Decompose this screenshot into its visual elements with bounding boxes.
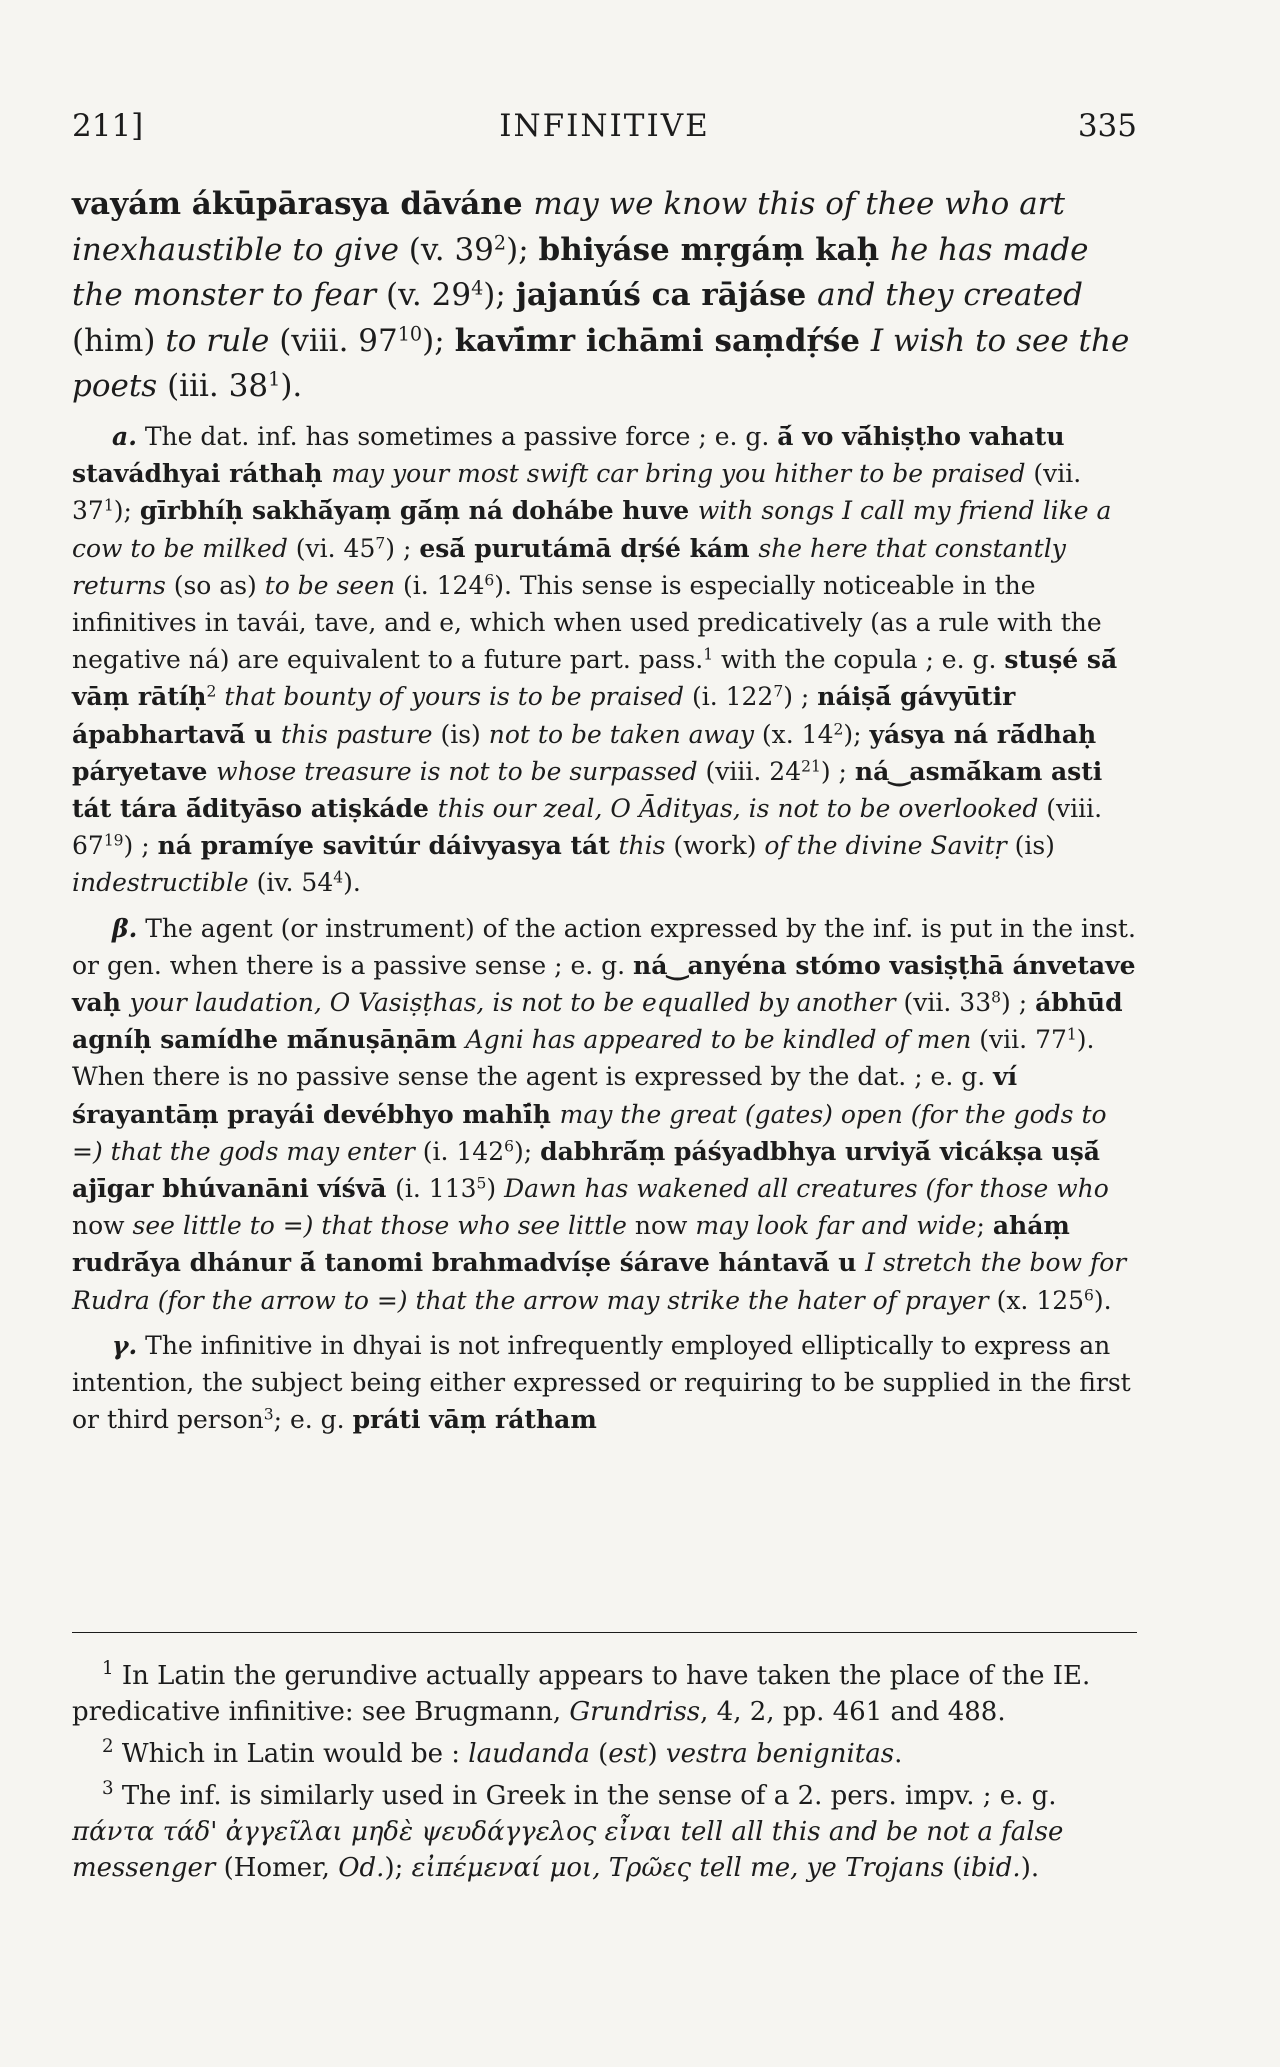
translation: I wish to see the poets <box>72 322 1130 405</box>
text-run: In Latin the gerundive actually appears to have taken the place of the IE. predicative infinitive: see Brugmann, <box>72 1661 1091 1727</box>
translation: to rule <box>165 322 270 359</box>
translation: πάντα τάδ' ἀγγεῖλαι μηδὲ ψευδάγγελος εἶναι tell all this and be not a false messenger <box>72 1817 1064 1883</box>
text-run: The dat. inf. has sometimes a passive force ; e. g. <box>136 421 778 451</box>
translation: this our zeal, O Ādityas, is not to be overlooked <box>437 794 1039 823</box>
footnote <box>72 1778 1137 1886</box>
text-run: ) ; <box>385 533 420 563</box>
sanskrit-phrase: kavī́mr ichāmi saṃdṛ́śe <box>454 322 871 359</box>
page-number: 335 <box>1077 108 1137 144</box>
reference-sup: 5 <box>476 1174 487 1193</box>
translation: εἰπέμεναί μοι, Τρῶες tell me, ye Trojans <box>411 1853 945 1883</box>
sanskrit-phrase: ábhūd agníḥ samídhe mā́nuṣāṇām <box>72 988 1123 1055</box>
reference-sup: 21 <box>801 757 821 776</box>
running-head <box>72 108 1137 148</box>
translation: indestructible <box>72 868 249 898</box>
text-run: The inf. is similarly used in Greek in the sense of a 2. pers. impv. ; e. g. <box>113 1781 1057 1811</box>
text-run: ( <box>944 1853 963 1883</box>
sanskrit-phrase: stuṣé sā́ vāṃ rātíḥ <box>72 645 1118 712</box>
body-text <box>72 182 1137 1438</box>
text-run: (v. 29 <box>376 277 472 314</box>
sanskrit-phrase: esā́ purutámā dṛśé kám <box>419 533 759 563</box>
reference-sup: 6 <box>1084 1286 1094 1305</box>
footnote-rule <box>72 1632 1137 1633</box>
paragraph <box>72 910 1137 1319</box>
reference-sup: 3 <box>102 1778 114 1799</box>
text-run: (vii. 37 <box>72 459 1082 526</box>
text-run: (i. 122 <box>684 682 774 712</box>
translation: this <box>618 831 666 861</box>
footnotes <box>72 1658 1137 1892</box>
text-run: (vi. 45 <box>287 533 376 563</box>
text-run: The agent (or instrument) of the action expressed by the inf. is put in the inst. or gen. when there is a passive sense ; e. g. <box>72 913 1136 980</box>
reference-sup: 1 <box>102 1658 114 1679</box>
text-run: ). <box>280 368 303 405</box>
reference-sup: 2 <box>102 1736 114 1757</box>
translation: of the divine Savitṛ <box>764 831 1007 861</box>
sanskrit-phrase: aháṃ rudrā́ya dhánur ā́ tanomi brahmadvíṣe śárave hántavā́ u <box>72 1211 1070 1278</box>
translation: Od. <box>338 1853 385 1883</box>
section-marker: γ. <box>112 1330 138 1360</box>
text-run: (work) <box>665 831 765 861</box>
text-run: ). <box>1093 1285 1112 1315</box>
translation: she here that constantly returns <box>72 533 1066 600</box>
translation: your laudation, O Vasiṣṭhas, is not to be equalled by another <box>129 988 896 1018</box>
text-run: ). When there is no passive sense the agent is expressed by the dat. ; e. g. <box>72 1025 1095 1092</box>
translation: this pasture <box>280 719 433 749</box>
section-number: 211] <box>72 108 144 144</box>
text-run: ) <box>486 1174 505 1204</box>
translation: Grundriss <box>569 1697 701 1727</box>
reference-sup: 1 <box>103 496 114 515</box>
reference-sup: 7 <box>773 682 784 701</box>
text-run: ). <box>1020 1853 1040 1883</box>
text-run: (Homer, <box>215 1853 339 1883</box>
translation: may your most swift car bring you hither to be praised <box>331 459 1026 489</box>
translation: I stretch the bow for Rudra (for the arrow to =) that the arrow may strike the hater of prayer <box>72 1248 1127 1315</box>
text-run: ) ; <box>123 831 158 861</box>
translation: may look far and wide <box>695 1211 977 1241</box>
text-run: ; e. g. <box>273 1405 353 1435</box>
text-run: (vii. 33 <box>895 988 992 1018</box>
reference-sup: 2 <box>833 720 844 739</box>
text-run: (vii. 77 <box>971 1025 1067 1055</box>
reference-sup: 19 <box>103 831 124 850</box>
text-run: ; <box>976 1211 993 1241</box>
translation: with songs I call my friend like a cow to be milked <box>72 496 1112 563</box>
sanskrit-phrase: ā́ vo vā́hiṣṭho vahatu stavádhyai ráthaḥ <box>72 421 1065 489</box>
text-run: (is) <box>432 719 489 749</box>
translation: that bounty of yours is to be praised <box>224 682 685 712</box>
text-run: ); <box>113 496 140 526</box>
text-run: (v. 39 <box>398 231 494 268</box>
sanskrit-phrase: gīrbhíḥ sakhā́yaṃ gā́ṃ ná dohábe huve <box>139 496 698 526</box>
reference-sup: 7 <box>375 534 386 553</box>
reference-sup: 4 <box>333 868 344 887</box>
sanskrit-phrase: ná‿asmā́kam asti tát tára ā́dityāso atiṣkáde <box>72 756 1103 823</box>
text-run: ) ; <box>1001 988 1036 1018</box>
text-run: ); <box>422 322 455 359</box>
translation: see little to =) that those who see little <box>132 1211 627 1241</box>
translation: not to be taken away <box>488 719 754 749</box>
translation: may the great (gates) open (for the gods to =) that the gods may enter <box>72 1099 1107 1166</box>
translation: Agni has appeared to be kindled of men <box>465 1025 972 1055</box>
sanskrit-phrase: dabhrā́ṃ páśyadbhya urviyā́ vicákṣa uṣā́ ajīgar bhúvanāni víśvā <box>72 1136 1101 1204</box>
reference-sup: 3 <box>263 1405 274 1424</box>
text-run: (x. 125 <box>988 1285 1085 1315</box>
text-run: (iii. 38 <box>157 368 269 405</box>
section-marker: β. <box>112 913 138 943</box>
page-title: INFINITIVE <box>499 108 710 144</box>
sanskrit-phrase: práti vāṃ rátham <box>352 1405 597 1435</box>
text-run: (i. 124 <box>395 570 485 600</box>
sanskrit-phrase: náiṣā́ gávyūtir ápabhartavā́ u <box>72 682 1016 749</box>
sanskrit-phrase: bhiyáse mṛgáṃ kaḥ <box>538 231 890 268</box>
reference-sup: 2 <box>206 682 217 701</box>
text-run: ( <box>589 1739 609 1769</box>
reference-sup: 6 <box>484 571 495 590</box>
text-run: ); <box>513 1136 541 1166</box>
text-run: (viii. 67 <box>72 794 1103 861</box>
translation: ibid. <box>962 1853 1021 1883</box>
text-run: (viii. 24 <box>697 756 802 786</box>
paragraph <box>72 182 1137 410</box>
text-run: ); <box>506 231 539 268</box>
sanskrit-phrase: jajanúś ca rājáse <box>515 277 818 314</box>
reference-sup: 1 <box>1066 1025 1077 1044</box>
text-run: now <box>72 1211 133 1241</box>
text-run: The infinitive in dhyai is not infrequently employed elliptically to express an intention, the subject being either expressed or requiring to be supplied in the first or third person <box>72 1330 1131 1435</box>
sanskrit-phrase: ná pramíye savitúr dáivyasya tát <box>157 831 619 861</box>
sanskrit-phrase: ná‿anyéna stómo vasiṣṭhā ánvetave vaḥ <box>72 950 1136 1018</box>
text-run: (i. 142 <box>414 1136 505 1166</box>
section-marker: a. <box>112 421 137 451</box>
footnote <box>72 1736 1137 1772</box>
translation: whose treasure is not to be surpassed <box>216 756 698 786</box>
reference-sup: 6 <box>504 1137 514 1156</box>
reference-sup: 1 <box>268 367 281 391</box>
text-run: ) ; <box>783 682 818 712</box>
sanskrit-phrase: ví śrayantāṃ prayái devébhyo mahī́ḥ <box>72 1062 1018 1129</box>
reference-sup: 8 <box>991 988 1001 1007</box>
translation: laudanda <box>468 1739 590 1769</box>
text-run: ); <box>843 719 870 749</box>
text-run: ) ; <box>820 756 855 786</box>
text-run: (him) <box>72 322 166 359</box>
reference-sup: 2 <box>493 231 507 255</box>
text-run: (x. 14 <box>753 719 834 749</box>
text-run: (iv. 54 <box>248 868 334 898</box>
text-run: ). <box>343 868 361 898</box>
reference-sup: 4 <box>471 276 484 300</box>
translation: may we know this of thee who art inexhaustible to give <box>72 186 1065 268</box>
footnote <box>72 1658 1137 1730</box>
sanskrit-phrase: vayám ákūpārasya dāváne <box>72 186 534 222</box>
text-run: . <box>894 1739 903 1769</box>
translation: Dawn has wakened all creatures (for those who <box>504 1174 1109 1204</box>
text-run: (i. 113 <box>395 1174 477 1204</box>
text-run: now <box>626 1211 696 1241</box>
text-run: with the copula ; e. g. <box>713 645 1005 675</box>
text-run: (so as) <box>165 570 265 600</box>
text-run: ); <box>384 1853 412 1883</box>
text-run: Which in Latin would be : <box>113 1739 469 1769</box>
reference-sup: 10 <box>397 322 423 346</box>
sanskrit-phrase: yásya ná rā́dhaḥ páryetave <box>72 719 1097 786</box>
text-run: , 4, 2, pp. 461 and 488. <box>700 1697 1006 1727</box>
text-run: ); <box>483 277 516 314</box>
text-run: (is) <box>1006 831 1055 861</box>
translation: vestra benignitas <box>665 1739 895 1769</box>
text-run: ) <box>647 1739 666 1769</box>
translation: he has made the monster to fear <box>72 231 1089 314</box>
translation: to be seen <box>264 570 396 600</box>
reference-sup: 1 <box>703 645 714 664</box>
translation: and they created <box>817 277 1084 314</box>
translation: est <box>608 1739 648 1769</box>
paragraph <box>72 418 1137 902</box>
text-run: (viii. 97 <box>269 322 398 359</box>
paragraph <box>72 1327 1137 1439</box>
text-run: ). This sense is especially noticeable in the infinitives in tavái, tave, and e, which when used predicatively (as a rule with the negative ná) are equivalent to a future part. pass. <box>72 570 1102 675</box>
